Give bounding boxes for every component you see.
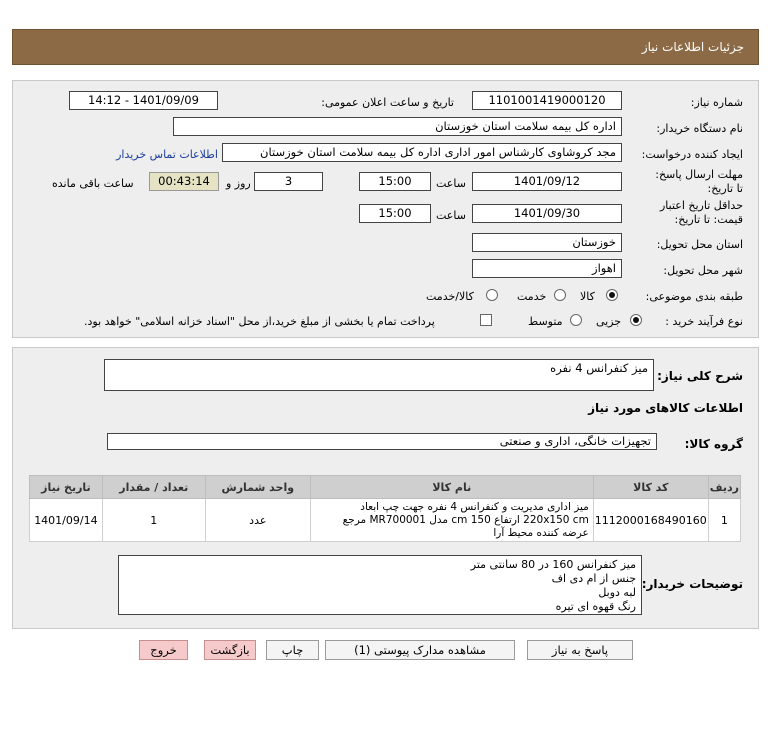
page-title: جزئیات اطلاعات نیاز <box>641 40 744 54</box>
need-number-label: شماره نیاز: <box>690 96 743 109</box>
print-button[interactable]: چاپ <box>266 640 319 660</box>
buyer-note-line: میز کنفرانس 160 در 80 سانتی متر <box>470 558 636 571</box>
table-row <box>30 499 741 542</box>
buyer-note-line: جنس از ام دی اف <box>551 572 636 585</box>
row-code: 1112000168490160 <box>593 499 708 542</box>
category-option-goods-service: کالا/خدمت <box>426 290 474 303</box>
city-field: اهواز <box>472 259 622 278</box>
col-code: کد کالا <box>593 476 708 499</box>
treasury-payment-note: پرداخت تمام یا بخشی از مبلغ خرید،از محل "اسناد خزانه اسلامی" خواهد بود. <box>84 315 435 328</box>
category-radio-goods[interactable] <box>606 289 618 301</box>
deadline-label <box>648 168 743 196</box>
row-qty: 1 <box>102 499 205 542</box>
category-label: طبقه بندی موضوعی: <box>645 290 743 303</box>
process-option-minor: جزیی <box>596 315 622 328</box>
row-date: 1401/09/14 <box>30 499 103 542</box>
general-description-field: میز کنفرانس 4 نفره <box>104 359 654 391</box>
province-field: خوزستان <box>472 233 622 252</box>
row-index: 1 <box>708 499 740 542</box>
days-label: روز و <box>226 177 251 190</box>
col-qty: تعداد / مقدار <box>102 476 205 499</box>
back-button[interactable]: بازگشت <box>204 640 256 660</box>
category-option-goods: کالا <box>580 290 595 303</box>
goods-table-header <box>30 476 741 499</box>
need-number-field: 1101001419000120 <box>472 91 622 110</box>
col-index: ردیف <box>708 476 740 499</box>
category-radio-goods-service[interactable] <box>486 289 498 301</box>
row-unit: عدد <box>205 499 310 542</box>
announce-label: تاریخ و ساعت اعلان عمومی: <box>321 96 454 109</box>
process-radio-medium[interactable] <box>570 314 582 326</box>
validity-label-text: حداقل تاریخ اعتبار قیمت: تا تاریخ: <box>659 199 743 226</box>
validity-date-field: 1401/09/30 <box>472 204 622 223</box>
buyer-org-field: اداره کل بیمه سلامت استان خوزستان <box>173 117 622 136</box>
process-option-medium: متوسط <box>528 315 563 328</box>
col-name: نام کالا <box>310 476 593 499</box>
col-date: تاریخ نیاز <box>30 476 103 499</box>
reply-button[interactable]: پاسخ به نیاز <box>527 640 633 660</box>
buyer-notes-label: توضیحات خریدار: <box>641 577 743 591</box>
buyer-notes-box <box>118 555 642 615</box>
validity-label <box>648 199 743 227</box>
category-radio-service[interactable] <box>554 289 566 301</box>
validity-time-label: ساعت <box>436 209 466 222</box>
goods-table <box>29 475 741 542</box>
remaining-label: ساعت باقی مانده <box>52 177 134 190</box>
days-field: 3 <box>254 172 323 191</box>
exit-button[interactable]: خروج <box>139 640 188 660</box>
city-label: شهر محل تحویل: <box>663 264 743 277</box>
buyer-org-label: نام دستگاه خریدار: <box>656 122 743 135</box>
goods-group-field: تجهیزات خانگی، اداری و صنعتی <box>107 433 657 450</box>
col-unit: واحد شمارش <box>205 476 310 499</box>
process-label: نوع فرآیند خرید : <box>665 315 743 328</box>
province-label: استان محل تحویل: <box>656 238 743 251</box>
goods-info-title: اطلاعات کالاهای مورد نیاز <box>588 401 743 415</box>
creator-field: مجد کروشاوی کارشناس امور اداری اداره کل بیمه سلامت استان خوزستان <box>222 143 622 162</box>
deadline-label-text: مهلت ارسال پاسخ: تا تاریخ: <box>655 168 743 195</box>
row-name: میز اداری مدیریت و کنفرانس 4 نفره جهت چپ ابعاد 220x150 cm ارتفاع 150 cm مدل MR700001 مرجع عرضه کننده محیط آرا <box>310 499 593 542</box>
general-description-label: شرح کلی نیاز: <box>657 369 743 383</box>
buyer-note-line: لبه دوبل <box>598 586 636 599</box>
goods-group-label: گروه کالا: <box>684 437 743 451</box>
announce-field: 1401/09/09 - 14:12 <box>69 91 218 110</box>
validity-time-field: 15:00 <box>359 204 431 223</box>
remaining-time-field: 00:43:14 <box>149 172 219 191</box>
buyer-note-line: رنگ قهوه ای تیره <box>555 600 636 613</box>
process-radio-minor[interactable] <box>630 314 642 326</box>
deadline-time-label: ساعت <box>436 177 466 190</box>
attachments-button[interactable]: مشاهده مدارک پیوستی (1) <box>325 640 515 660</box>
treasury-payment-checkbox[interactable] <box>480 314 492 326</box>
creator-label: ایجاد کننده درخواست: <box>641 148 743 161</box>
deadline-time-field: 15:00 <box>359 172 431 191</box>
page-header <box>12 29 759 65</box>
contact-info-link[interactable]: اطلاعات تماس خریدار <box>116 148 218 161</box>
category-option-service: خدمت <box>517 290 547 303</box>
deadline-date-field: 1401/09/12 <box>472 172 622 191</box>
